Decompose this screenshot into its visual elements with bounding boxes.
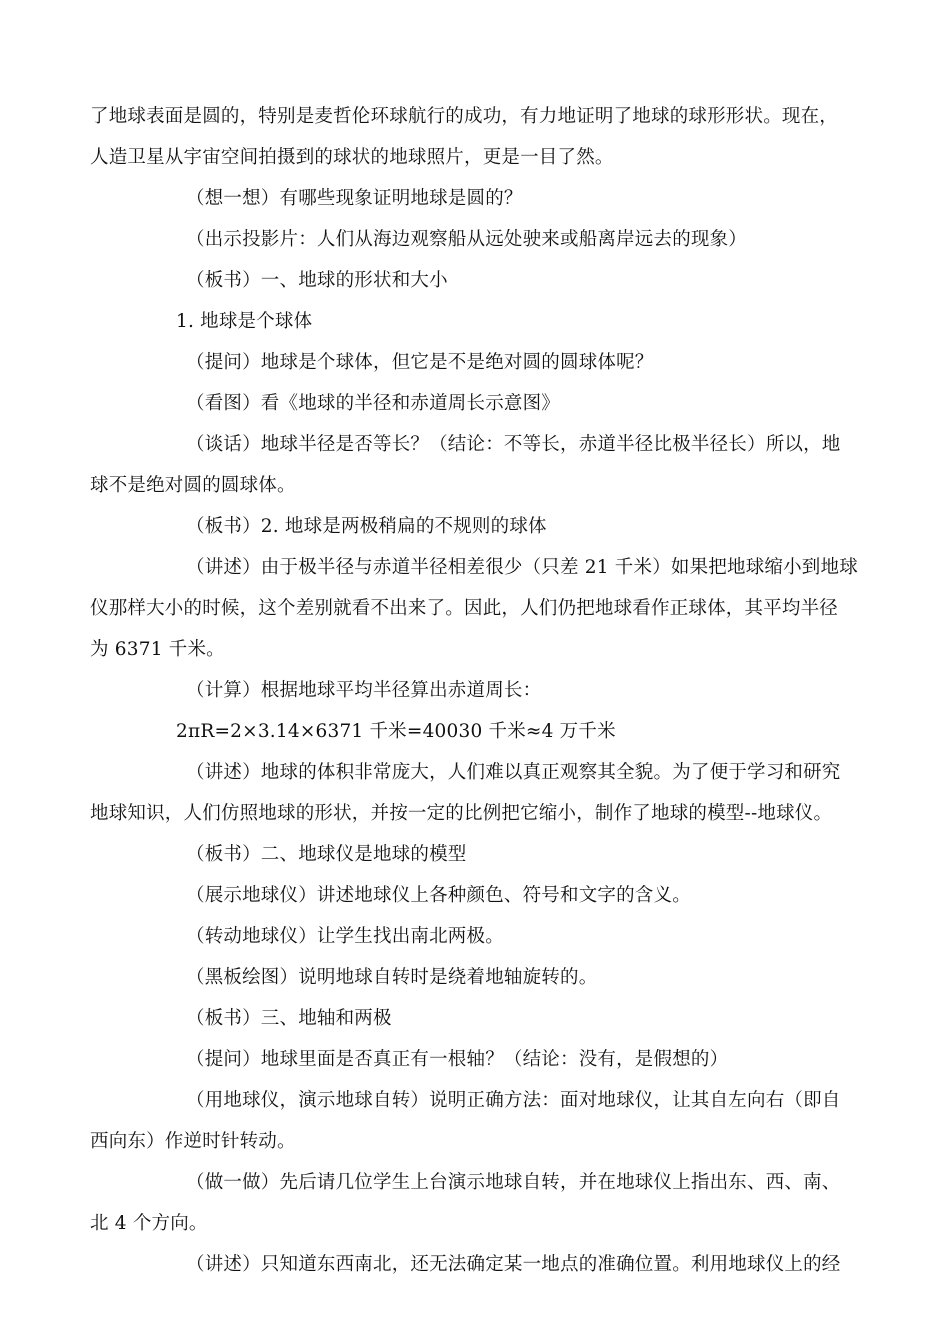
paragraph-line: 人造卫星从宇宙空间拍摄到的球状的地球照片，更是一目了然。 <box>90 147 614 168</box>
formula-line: 2πR=2×3.14×6371 千米=40030 千米≈4 万千米 <box>176 721 616 742</box>
paragraph-line: （提问）地球里面是否真正有一根轴？（结论：没有，是假想的） <box>186 1049 729 1070</box>
paragraph-line: 了地球表面是圆的，特别是麦哲伦环球航行的成功，有力地证明了地球的球形形状。现在， <box>90 106 839 127</box>
paragraph-line: （讲述）由于极半径与赤道半径相差很少（只差 21 千米）如果把地球缩小到地球 <box>186 557 858 578</box>
paragraph-line: 1. 地球是个球体 <box>176 311 313 332</box>
paragraph-line: （讲述）只知道东西南北，还无法确定某一地点的准确位置。利用地球仪上的经 <box>186 1254 841 1275</box>
paragraph-line: 地球知识，人们仿照地球的形状，并按一定的比例把它缩小，制作了地球的模型--地球仪。 <box>90 803 833 824</box>
paragraph-line: （讲述）地球的体积非常庞大，人们难以真正观察其全貌。为了便于学习和研究 <box>186 762 841 783</box>
paragraph-line: 仪那样大小的时候，这个差别就看不出来了。因此，人们仍把地球看作正球体，其平均半径 <box>90 598 839 619</box>
paragraph-line: （板书）2. 地球是两极稍扁的不规则的球体 <box>186 516 547 537</box>
paragraph-line: （计算）根据地球平均半径算出赤道周长： <box>186 680 542 701</box>
paragraph-line: （用地球仪，演示地球自转）说明正确方法：面对地球仪，让其自左向右（即自 <box>186 1090 841 1111</box>
paragraph-line: （看图）看《地球的半径和赤道周长示意图》 <box>186 393 561 414</box>
paragraph-line: 西向东）作逆时针转动。 <box>90 1131 296 1152</box>
paragraph-line: （做一做）先后请几位学生上台演示地球自转，并在地球仪上指出东、西、南、 <box>186 1172 841 1193</box>
paragraph-line: （板书）一、地球的形状和大小 <box>186 270 448 291</box>
paragraph-line: （板书）三、地轴和两极 <box>186 1008 392 1029</box>
paragraph-line: （转动地球仪）让学生找出南北两极。 <box>186 926 504 947</box>
paragraph-line: 球不是绝对圆的圆球体。 <box>90 475 296 496</box>
document-body <box>90 96 860 1285</box>
paragraph-line: （出示投影片：人们从海边观察船从远处驶来或船离岸远去的现象） <box>186 229 748 250</box>
paragraph-line: 为 6371 千米。 <box>90 639 225 660</box>
paragraph-line: （想一想）有哪些现象证明地球是圆的？ <box>186 188 523 209</box>
paragraph-line: 北 4 个方向。 <box>90 1213 208 1234</box>
paragraph-line: （提问）地球是个球体，但它是不是绝对圆的圆球体呢？ <box>186 352 654 373</box>
paragraph-line: （谈话）地球半径是否等长？（结论：不等长，赤道半径比极半径长）所以，地 <box>186 434 841 455</box>
paragraph-line: （黑板绘图）说明地球自转时是绕着地轴旋转的。 <box>186 967 598 988</box>
paragraph-line: （板书）二、地球仪是地球的模型 <box>186 844 467 865</box>
paragraph-line: （展示地球仪）讲述地球仪上各种颜色、符号和文字的含义。 <box>186 885 691 906</box>
